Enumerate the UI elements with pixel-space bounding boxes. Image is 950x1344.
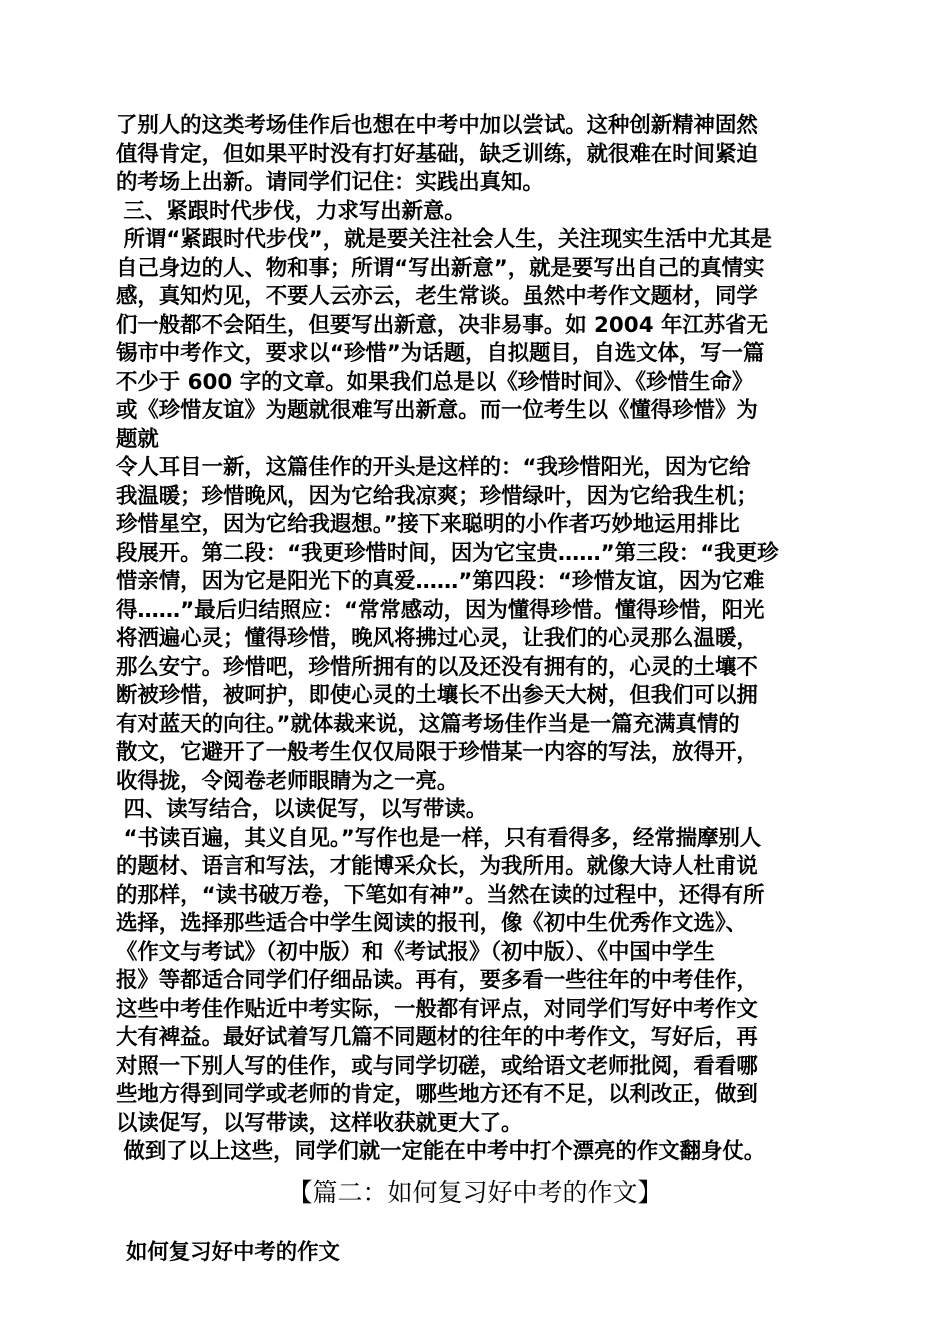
- text-line: 做到了以上这些，同学们就一定能在中考中打个漂亮的作文翻身仗。: [116, 1139, 766, 1164]
- text-line: 有对蓝天的向往。”就体裁来说，这篇考场佳作当是一篇充满真情的: [116, 711, 740, 737]
- text-line: 散文，它避开了一般考生仅仅局限于珍惜某一内容的写法，放得开，: [116, 740, 758, 765]
- text-line: 大有裨益。最好试着写几篇不同题材的往年的中考作文，写好后，再: [116, 1025, 758, 1050]
- text-line: 报》等都适合同学们仔细品读。再有，要多看一些往年的中考佳作，: [116, 968, 758, 993]
- text-line: 我温暖；珍惜晚风，因为它给我凉爽；珍惜绿叶，因为它给我生机；: [116, 483, 758, 509]
- text-line: 将洒遍心灵；懂得珍惜，晚风将拂过心灵，让我们的心灵那么温暖，: [116, 626, 758, 651]
- text-line: 不少于 600 字的文章。如果我们总是以《珍惜时间》、《珍惜生命》: [116, 369, 754, 395]
- text-line: 《作文与考试》（初中版）和《考试报》（初中版）、《中国中学生: [116, 939, 715, 965]
- text-line: 所谓“紧跟时代步伐”，就是要关注社会人生，关注现实生活中尤其是: [116, 227, 772, 252]
- body-text: [116, 112, 834, 1167]
- text-line: 题就: [116, 426, 159, 452]
- text-line: 那么安宁。珍惜吧，珍惜所拥有的以及还没有拥有的，心灵的土壤不: [116, 654, 758, 680]
- text-line: 的题材、语言和写法，才能博采众长，为我所用。就像大诗人杜甫说: [116, 854, 758, 879]
- document-body: [116, 112, 834, 1267]
- text-line: 的那样，“读书破万卷，下笔如有神”。当然在读的过程中，还得有所: [116, 882, 765, 908]
- section-heading-3: 三、紧跟时代步伐，力求写出新意。: [116, 198, 466, 224]
- section-heading-4: 四、读写结合，以读促写，以写带读。: [116, 797, 488, 822]
- text-line: 感，真知灼见，不要人云亦云，老生常谈。虽然中考作文题材，同学: [116, 284, 758, 309]
- text-line: 或《珍惜友谊》为题就很难写出新意。而一位考生以《懂得珍惜》为: [116, 398, 758, 423]
- text-line: 值得肯定，但如果平时没有打好基础，缺乏训练，就很难在时间紧迫: [116, 141, 758, 167]
- text-line: 些地方得到同学或老师的肯定，哪些地方还有不足，以利改正，做到: [116, 1082, 758, 1107]
- text-line: “书读百遍，其义自见。”写作也是一样，只有看得多，经常揣摩别人: [116, 825, 762, 851]
- part-two-subtitle: 如何复习好中考的作文: [126, 1239, 340, 1265]
- text-line: 令人耳目一新，这篇佳作的开头是这样的：“我珍惜阳光，因为它给: [116, 455, 751, 480]
- text-line: 得……”最后归结照应：“常常感动，因为懂得珍惜。懂得珍惜，阳光: [116, 597, 765, 623]
- text-line: 自己身边的人、物和事；所谓“写出新意”，就是要写出自己的真情实: [116, 255, 765, 281]
- text-line: 们一般都不会陌生，但要写出新意，决非易事。如 2004 年江苏省无: [116, 312, 768, 338]
- text-line: 收得拢，令阅卷老师眼睛为之一亮。: [116, 768, 459, 794]
- text-line: 这些中考佳作贴近中考实际，一般都有评点，对同学们写好中考作文: [116, 996, 758, 1022]
- text-line: 选择，选择那些适合中学生阅读的报刊，像《初中生优秀作文选》、: [116, 911, 748, 936]
- text-line: 的考场上出新。请同学们记住：实践出真知。: [116, 170, 544, 195]
- part-two-title: 【篇二：如何复习好中考的作文】: [287, 1177, 663, 1207]
- text-line: 对照一下别人写的佳作，或与同学切磋，或给语文老师批阅，看看哪: [116, 1053, 758, 1079]
- text-line: 了别人的这类考场佳作后也想在中考中加以尝试。这种创新精神固然: [116, 113, 758, 138]
- text-line: 断被珍惜，被呵护，即使心灵的土壤长不出参天大树，但我们可以拥: [116, 683, 758, 708]
- text-line: 锡市中考作文，要求以“珍惜”为话题，自拟题目，自选文体，写一篇: [116, 341, 765, 366]
- text-line: 以读促写，以写带读，这样收获就更大了。: [116, 1110, 523, 1136]
- text-line: 珍惜星空，因为它给我遐想。”接下来聪明的小作者巧妙地运用排比: [116, 512, 740, 537]
- text-line: 段展开。第二段：“我更珍惜时间，因为它宝贵……”第三段：“我更珍: [116, 540, 779, 566]
- text-line: 惜亲情，因为它是阳光下的真爱……”第四段：“珍惜友谊，因为它难: [116, 569, 765, 594]
